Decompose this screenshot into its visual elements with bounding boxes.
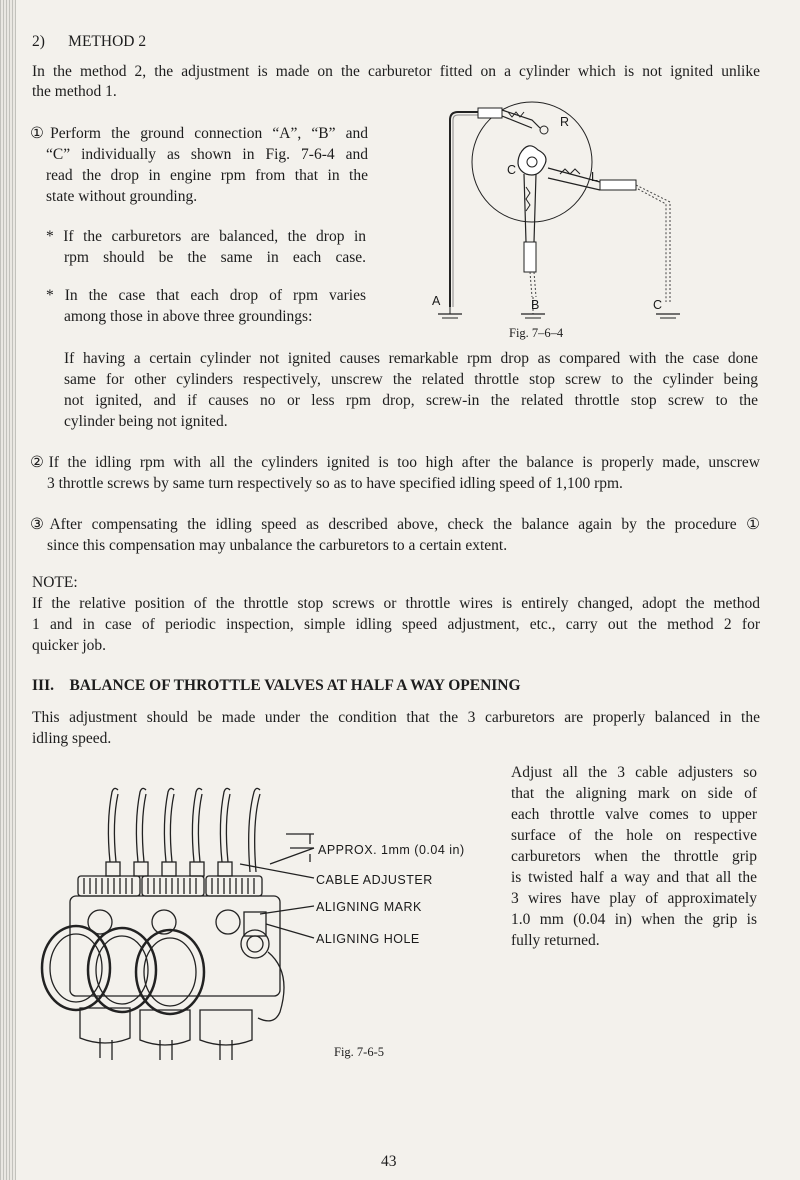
method2-heading: 2) METHOD 2 [32,33,147,50]
carburetor-diagram [30,782,320,1072]
ground-connection-diagram [420,92,690,332]
fig2-caption: Fig. 7-6-5 [334,1045,384,1059]
side-text-line-1: Adjust all the 3 cable adjusters so [511,764,757,781]
step3-line-1: ③After compensating the idling speed as described above, check the balance again by the procedure ① [30,516,760,533]
side-text-line-9: fully returned. [511,932,600,949]
page-binding-edge [0,0,16,1180]
note-heading: NOTE: [32,574,78,591]
step1-line-4: state without grounding. [46,188,198,205]
note-line-3: quicker job. [32,637,107,654]
note-b-line-2: among those in above three groundings: [64,308,313,325]
step1-line-3: read the drop in engine rpm from that in the [46,167,368,184]
side-text-line-8: 1.0 mm (0.04 in) when the grip is [511,911,757,928]
step2-line-1: ②If the idling rpm with all the cylinders ignited is too high after the balance is properly made, unscrew [30,454,760,471]
side-text-line-2: that the aligning mark on side of [511,785,757,802]
fig1-label-c-top: C [507,163,517,177]
side-text-line-5: carburetors when the throttle grip [511,848,757,865]
method2-intro-line-2: the method 1. [32,83,117,100]
note-line-1: If the relative position of the throttle stop screws or throttle wires is entirely changed, adopt the method [32,595,760,612]
side-text-line-6: is twisted half a way and that all the [511,869,757,886]
section-iii-heading: III. BALANCE OF THROTTLE VALVES AT HALF A WAY OPENING [32,677,521,694]
fig1-label-b: B [531,298,540,312]
fig1-label-l: L [591,170,599,184]
fig1-label-a: A [432,294,441,308]
para-line-4: cylinder being not ignited. [64,413,228,430]
step2-line-2: 3 throttle screws by same turn respectively so as to have specified idling speed of 1,100 rpm. [47,475,623,492]
step1-line-2: “C” individually as shown in Fig. 7-6-4 and [46,146,368,163]
section-iii-intro-line-1: This adjustment should be made under the condition that the 3 carburetors are properly balanced in the [32,709,760,726]
fig1-label-c: C [653,298,663,312]
section-iii-intro-line-2: idling speed. [32,730,112,747]
callout-aligning-hole: ALIGNING HOLE [316,932,420,946]
callout-approx: APPROX. 1mm (0.04 in) [318,843,465,857]
note-a-line-1: * If the carburetors are balanced, the drop in [46,228,366,245]
note-a-line-2: rpm should be the same in each case. [64,249,366,266]
side-text-line-4: surface of the hole on respective [511,827,757,844]
method2-intro-line-1: In the method 2, the adjustment is made on the carburetor fitted on a cylinder which is not ignited unlike [32,63,760,80]
fig1-label-r: R [560,115,570,129]
fig1-caption: Fig. 7–6–4 [509,326,564,340]
para-line-1: If having a certain cylinder not ignited causes remarkable rpm drop as compared with the case done [64,350,758,367]
note-b-line-1: * In the case that each drop of rpm varies [46,287,366,304]
side-text-line-7: 3 wires have play of approximately [511,890,757,907]
step3-line-2: since this compensation may unbalance the carburetors to a certain extent. [47,537,508,554]
para-line-3: not ignited, and if causes no or less rpm drop, screw-in the related throttle stop screw to the [64,392,758,409]
callout-cable-adjuster: CABLE ADJUSTER [316,873,433,887]
callout-aligning-mark: ALIGNING MARK [316,900,422,914]
side-text-line-3: each throttle valve comes to upper [511,806,757,823]
step1-line-1: ①Perform the ground connection “A”, “B” and [30,125,368,142]
page-number: 43 [381,1153,397,1170]
note-line-2: 1 and in case of periodic inspection, simple idling speed adjustment, etc., carry out the method 2 for [32,616,760,633]
para-line-2: same for other cylinders respectively, unscrew the related throttle stop screw to the cylinder being [64,371,758,388]
